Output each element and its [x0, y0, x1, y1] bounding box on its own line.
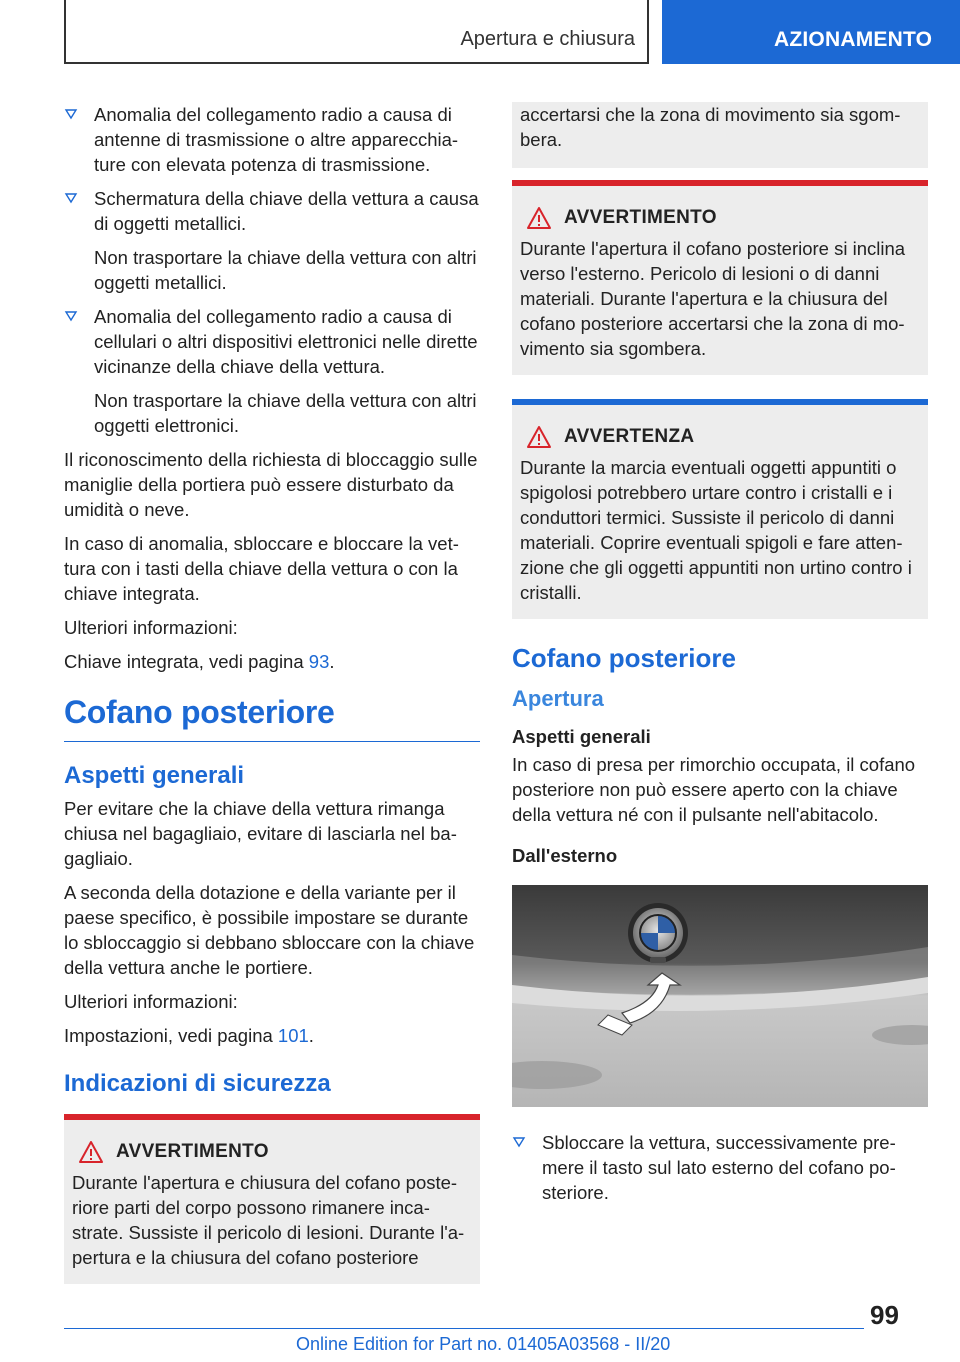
- warning-continuation-text: accertarsi che la zona di movimento sia sgombera.: [520, 104, 901, 150]
- list-item-text: Schermatura della chiave della vettura a causa di oggetti metallici.: [94, 188, 479, 234]
- list-item-subtext: Non trasportare la chiave della vettura con altri oggetti metallici.: [94, 247, 477, 293]
- list-item-text: Anomalia del collegamento radio a causa di antenne di trasmissione o altre apparecchiature con elevata potenza di trasmissione.: [94, 104, 459, 175]
- list-item: [512, 1130, 928, 1205]
- header-chapter-box: [64, 0, 649, 64]
- warning-continuation-box: [512, 102, 928, 168]
- notice-title: AVVERTENZA: [564, 426, 695, 447]
- list-item-text: Anomalia del collegamento radio a causa di cellulari o altri dispositivi elettronici nelle dirette vicinanze della chiave della vettura.: [94, 306, 478, 377]
- warning-triangle-icon: [78, 1140, 104, 1164]
- minor-heading: Dall'esterno: [512, 845, 618, 866]
- paragraph: Il riconoscimento della richiesta di bloccaggio sulle maniglie della portiera può essere disturbato da umidità o neve.: [64, 449, 478, 520]
- page-number: 99: [870, 1300, 899, 1330]
- right-column: [512, 102, 928, 1214]
- triangle-bullet-icon: [64, 107, 78, 121]
- warning-text: Durante l'apertura e chiusura del cofano posteriore parti del corpo possono rimanere incastrate. Sussiste il pericolo di lesioni. Durante l'apertura e la chiusura del cofano posteriore: [72, 1172, 465, 1268]
- footer-divider: [64, 1328, 864, 1329]
- minor-heading: Aspetti generali: [512, 726, 651, 747]
- section-heading: Cofano posteriore: [64, 694, 480, 742]
- warning-title: AVVERTIMENTO: [116, 1141, 269, 1162]
- page-link-93[interactable]: 93: [308, 651, 330, 672]
- notice-box: [512, 399, 928, 619]
- section-title: AZIONAMENTO: [774, 28, 933, 51]
- warning-text: Durante l'apertura il cofano posteriore si inclina verso l'esterno. Pericolo di lesioni o di danni materiali. Durante l'apertura e la chiusura del cofano posteriore accertarsi che la zona di movimento sia sgombera.: [520, 238, 906, 359]
- reference-text: Chiave integrata, vedi pagina: [64, 651, 309, 672]
- list-item: [64, 102, 480, 177]
- warning-title-row: [520, 206, 920, 230]
- warning-title-row: [72, 1140, 472, 1164]
- list-item: [64, 186, 480, 295]
- triangle-bullet-icon: [64, 191, 78, 205]
- notice-text: Durante la marcia eventuali oggetti appuntiti o spigolosi potrebbero urtare contro i cristalli e i conduttori termici. Sussiste il pericolo di danni materiali. Coprire eventuali spigoli e fare attenzione che gli oggetti appuntiti non urtino contro i cristalli.: [520, 457, 912, 603]
- paragraph: Per evitare che la chiave della vettura rimanga chiusa nel bagagliaio, evitare di lasciarla nel bagagliaio.: [64, 798, 457, 869]
- section-heading: Cofano posteriore: [512, 643, 736, 673]
- list-item-text: Sbloccare la vettura, successivamente premere il tasto sul lato esterno del cofano posteriore.: [542, 1132, 896, 1203]
- tailgate-step-list: [512, 1130, 928, 1205]
- interference-list: [64, 102, 480, 438]
- paragraph: In caso di presa per rimorchio occupata, il cofano posteriore non può essere aperto con la chiave della vettura né con il pulsante nell'abitacolo.: [512, 754, 916, 825]
- reference-end: .: [308, 1025, 314, 1046]
- paragraph: Ulteriori informazioni:: [64, 617, 238, 638]
- triangle-bullet-icon: [64, 309, 78, 323]
- warning-box: [64, 1114, 480, 1284]
- paragraph: Ulteriori informazioni:: [64, 991, 238, 1012]
- triangle-bullet-icon: [512, 1135, 526, 1149]
- subsection-heading: Aspetti generali: [64, 762, 245, 789]
- notice-title-row: [520, 425, 920, 449]
- subsection-heading: Apertura: [512, 686, 604, 711]
- paragraph-reference: [64, 649, 480, 674]
- list-item-subtext: Non trasportare la chiave della vettura con altri oggetti elettronici.: [94, 390, 477, 436]
- left-column: [64, 102, 480, 1284]
- list-item: [64, 304, 480, 438]
- warning-box: [512, 180, 928, 375]
- reference-end: .: [329, 651, 335, 672]
- warning-title: AVVERTIMENTO: [564, 207, 717, 228]
- chapter-title: Apertura e chiusura: [460, 28, 635, 50]
- subsection-heading: Indicazioni di sicurezza: [64, 1070, 331, 1097]
- page-link-101[interactable]: 101: [277, 1025, 309, 1046]
- paragraph: In caso di anomalia, sbloccare e bloccare la vettura con i tasti della chiave della vettura o con la chiave integrata.: [64, 533, 459, 604]
- paragraph-reference: [64, 1023, 480, 1048]
- paragraph: A seconda della dotazione e della variante per il paese specifico, è possibile impostare se durante lo sbloccaggio si debbano sbloccare con la chiave della vettura anche le portiere.: [64, 882, 475, 978]
- reference-text: Impostazioni, vedi pagina: [64, 1025, 278, 1046]
- notice-triangle-icon: [526, 425, 552, 449]
- tailgate-button-photo: [512, 885, 928, 1107]
- warning-triangle-icon: [526, 206, 552, 230]
- footer-edition: Online Edition for Part no. 01405A03568 - II/20: [296, 1334, 671, 1354]
- header-section-tab: [662, 0, 960, 64]
